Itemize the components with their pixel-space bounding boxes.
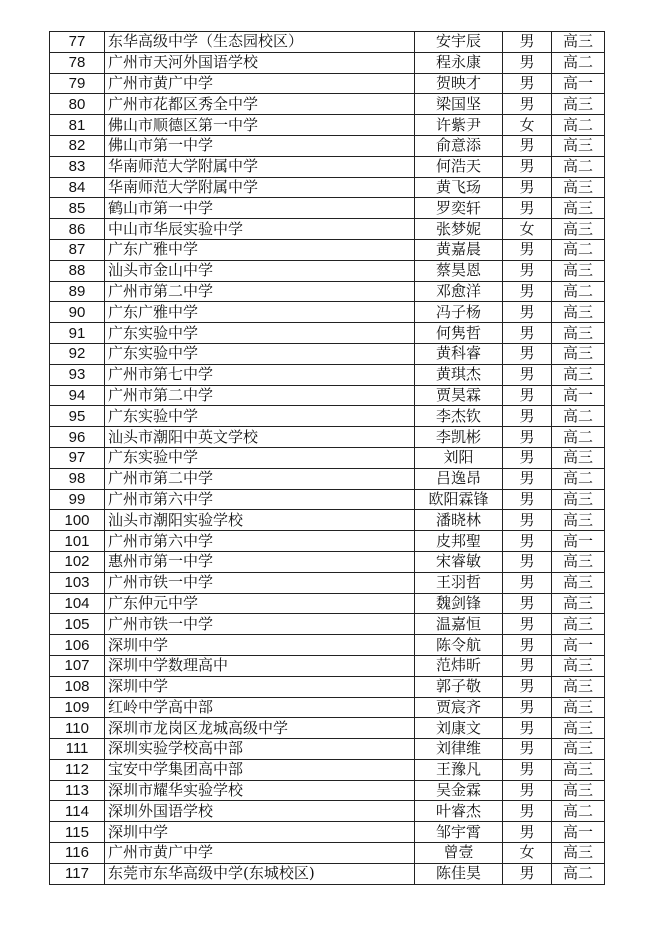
student-grade: 高三 xyxy=(552,655,605,676)
table-row xyxy=(50,115,605,136)
student-name: 郭子敬 xyxy=(415,676,503,697)
row-number: 86 xyxy=(50,219,105,240)
table-row xyxy=(50,551,605,572)
student-gender: 男 xyxy=(503,156,552,177)
school-name: 深圳中学 xyxy=(105,635,415,656)
student-gender: 女 xyxy=(503,219,552,240)
table-row xyxy=(50,593,605,614)
table-row xyxy=(50,343,605,364)
student-name: 黄飞玚 xyxy=(415,177,503,198)
table-row xyxy=(50,697,605,718)
row-number: 87 xyxy=(50,239,105,260)
student-grade: 高二 xyxy=(552,863,605,884)
table-row xyxy=(50,739,605,760)
student-gender: 男 xyxy=(503,364,552,385)
student-gender: 男 xyxy=(503,572,552,593)
student-name: 贾昊霖 xyxy=(415,385,503,406)
row-number: 80 xyxy=(50,94,105,115)
school-name: 汕头市潮阳实验学校 xyxy=(105,510,415,531)
student-name: 张梦妮 xyxy=(415,219,503,240)
student-gender: 男 xyxy=(503,531,552,552)
table-row xyxy=(50,427,605,448)
row-number: 98 xyxy=(50,468,105,489)
table-row xyxy=(50,52,605,73)
student-gender: 男 xyxy=(503,385,552,406)
student-grade: 高一 xyxy=(552,635,605,656)
student-grade: 高二 xyxy=(552,427,605,448)
row-number: 90 xyxy=(50,302,105,323)
school-name: 广东实验中学 xyxy=(105,323,415,344)
school-name: 广州市铁一中学 xyxy=(105,614,415,635)
student-gender: 男 xyxy=(503,739,552,760)
school-name: 华南师范大学附属中学 xyxy=(105,177,415,198)
school-name: 深圳中学数理高中 xyxy=(105,655,415,676)
row-number: 100 xyxy=(50,510,105,531)
student-name: 吕逸昂 xyxy=(415,468,503,489)
row-number: 88 xyxy=(50,260,105,281)
student-gender: 男 xyxy=(503,447,552,468)
school-name: 广州市第二中学 xyxy=(105,281,415,302)
student-name: 程永康 xyxy=(415,52,503,73)
school-name: 广州市天河外国语学校 xyxy=(105,52,415,73)
student-gender: 男 xyxy=(503,822,552,843)
row-number: 89 xyxy=(50,281,105,302)
student-grade: 高二 xyxy=(552,52,605,73)
student-name: 许紫尹 xyxy=(415,115,503,136)
student-name: 黄琪杰 xyxy=(415,364,503,385)
student-name: 温嘉恒 xyxy=(415,614,503,635)
student-gender: 男 xyxy=(503,655,552,676)
student-grade: 高三 xyxy=(552,198,605,219)
student-grade: 高三 xyxy=(552,489,605,510)
student-name: 陈令航 xyxy=(415,635,503,656)
student-grade: 高一 xyxy=(552,73,605,94)
student-name: 俞意添 xyxy=(415,135,503,156)
school-name: 佛山市第一中学 xyxy=(105,135,415,156)
student-gender: 男 xyxy=(503,52,552,73)
student-name: 刘康文 xyxy=(415,718,503,739)
school-name: 广东实验中学 xyxy=(105,343,415,364)
row-number: 109 xyxy=(50,697,105,718)
school-name: 华南师范大学附属中学 xyxy=(105,156,415,177)
student-grade: 高三 xyxy=(552,759,605,780)
row-number: 77 xyxy=(50,32,105,53)
student-gender: 男 xyxy=(503,73,552,94)
student-grade: 高一 xyxy=(552,531,605,552)
student-grade: 高三 xyxy=(552,593,605,614)
school-name: 宝安中学集团高中部 xyxy=(105,759,415,780)
table-row xyxy=(50,822,605,843)
table-row xyxy=(50,260,605,281)
student-grade: 高一 xyxy=(552,822,605,843)
student-name: 罗奕轩 xyxy=(415,198,503,219)
row-number: 115 xyxy=(50,822,105,843)
row-number: 111 xyxy=(50,739,105,760)
student-gender: 男 xyxy=(503,676,552,697)
table-row xyxy=(50,780,605,801)
student-grade: 高三 xyxy=(552,135,605,156)
student-grade: 高三 xyxy=(552,260,605,281)
table-row xyxy=(50,843,605,864)
student-grade: 高三 xyxy=(552,510,605,531)
school-name: 汕头市金山中学 xyxy=(105,260,415,281)
student-name: 蔡昊恩 xyxy=(415,260,503,281)
student-grade: 高三 xyxy=(552,780,605,801)
student-name: 李凯彬 xyxy=(415,427,503,448)
student-name: 陈佳昊 xyxy=(415,863,503,884)
student-gender: 女 xyxy=(503,843,552,864)
table-row xyxy=(50,406,605,427)
student-name: 吴金霖 xyxy=(415,780,503,801)
table-row xyxy=(50,468,605,489)
student-name: 黄科睿 xyxy=(415,343,503,364)
student-name: 邹宇霄 xyxy=(415,822,503,843)
student-gender: 男 xyxy=(503,32,552,53)
school-name: 广州市黄广中学 xyxy=(105,843,415,864)
row-number: 112 xyxy=(50,759,105,780)
row-number: 117 xyxy=(50,863,105,884)
student-gender: 男 xyxy=(503,697,552,718)
row-number: 78 xyxy=(50,52,105,73)
student-name: 安宇辰 xyxy=(415,32,503,53)
student-gender: 男 xyxy=(503,260,552,281)
student-grade: 高三 xyxy=(552,302,605,323)
student-gender: 男 xyxy=(503,135,552,156)
student-gender: 男 xyxy=(503,302,552,323)
student-name: 黄嘉晨 xyxy=(415,239,503,260)
row-number: 85 xyxy=(50,198,105,219)
student-gender: 男 xyxy=(503,718,552,739)
row-number: 97 xyxy=(50,447,105,468)
student-grade: 高三 xyxy=(552,843,605,864)
student-grade: 高二 xyxy=(552,281,605,302)
student-grade: 高三 xyxy=(552,739,605,760)
student-gender: 男 xyxy=(503,510,552,531)
student-grade: 高三 xyxy=(552,572,605,593)
school-name: 深圳市耀华实验学校 xyxy=(105,780,415,801)
student-grade: 高二 xyxy=(552,115,605,136)
table-row xyxy=(50,655,605,676)
student-gender: 女 xyxy=(503,115,552,136)
row-number: 93 xyxy=(50,364,105,385)
table-row xyxy=(50,177,605,198)
row-number: 94 xyxy=(50,385,105,406)
school-name: 东莞市东华高级中学(东城校区) xyxy=(105,863,415,884)
school-name: 广州市第二中学 xyxy=(105,468,415,489)
school-name: 广州市第七中学 xyxy=(105,364,415,385)
student-name: 欧阳霖锋 xyxy=(415,489,503,510)
student-name: 冯子杨 xyxy=(415,302,503,323)
student-gender: 男 xyxy=(503,427,552,448)
roster-body xyxy=(50,32,605,885)
table-row xyxy=(50,385,605,406)
row-number: 106 xyxy=(50,635,105,656)
school-name: 汕头市潮阳中英文学校 xyxy=(105,427,415,448)
student-grade: 高二 xyxy=(552,406,605,427)
student-name: 邓愈洋 xyxy=(415,281,503,302)
school-name: 深圳中学 xyxy=(105,822,415,843)
student-grade: 高三 xyxy=(552,32,605,53)
row-number: 116 xyxy=(50,843,105,864)
school-name: 广东仲元中学 xyxy=(105,593,415,614)
student-grade: 高三 xyxy=(552,697,605,718)
table-row xyxy=(50,759,605,780)
table-row xyxy=(50,239,605,260)
student-name: 曾壹 xyxy=(415,843,503,864)
student-name: 李杰钦 xyxy=(415,406,503,427)
table-row xyxy=(50,614,605,635)
row-number: 82 xyxy=(50,135,105,156)
row-number: 96 xyxy=(50,427,105,448)
school-name: 深圳外国语学校 xyxy=(105,801,415,822)
student-gender: 男 xyxy=(503,759,552,780)
student-gender: 男 xyxy=(503,343,552,364)
school-name: 广州市第六中学 xyxy=(105,489,415,510)
table-row xyxy=(50,718,605,739)
table-row xyxy=(50,219,605,240)
student-gender: 男 xyxy=(503,198,552,219)
student-roster-table xyxy=(49,31,605,885)
student-name: 王豫凡 xyxy=(415,759,503,780)
student-name: 宋睿敏 xyxy=(415,551,503,572)
student-name: 何隽哲 xyxy=(415,323,503,344)
row-number: 113 xyxy=(50,780,105,801)
table-row xyxy=(50,364,605,385)
school-name: 深圳中学 xyxy=(105,676,415,697)
table-row xyxy=(50,73,605,94)
table-row xyxy=(50,198,605,219)
student-gender: 男 xyxy=(503,551,552,572)
row-number: 91 xyxy=(50,323,105,344)
row-number: 84 xyxy=(50,177,105,198)
student-grade: 高三 xyxy=(552,364,605,385)
student-grade: 高二 xyxy=(552,156,605,177)
row-number: 114 xyxy=(50,801,105,822)
row-number: 83 xyxy=(50,156,105,177)
student-grade: 高一 xyxy=(552,385,605,406)
row-number: 92 xyxy=(50,343,105,364)
student-gender: 男 xyxy=(503,614,552,635)
student-gender: 男 xyxy=(503,468,552,489)
row-number: 81 xyxy=(50,115,105,136)
student-gender: 男 xyxy=(503,406,552,427)
student-name: 潘晓林 xyxy=(415,510,503,531)
student-gender: 男 xyxy=(503,489,552,510)
student-name: 刘律维 xyxy=(415,739,503,760)
student-gender: 男 xyxy=(503,863,552,884)
row-number: 95 xyxy=(50,406,105,427)
student-grade: 高三 xyxy=(552,219,605,240)
student-grade: 高三 xyxy=(552,323,605,344)
student-gender: 男 xyxy=(503,94,552,115)
school-name: 深圳市龙岗区龙城高级中学 xyxy=(105,718,415,739)
student-grade: 高三 xyxy=(552,676,605,697)
table-row xyxy=(50,323,605,344)
table-row xyxy=(50,281,605,302)
school-name: 广州市铁一中学 xyxy=(105,572,415,593)
school-name: 广州市黄广中学 xyxy=(105,73,415,94)
school-name: 广东实验中学 xyxy=(105,406,415,427)
row-number: 99 xyxy=(50,489,105,510)
student-name: 叶睿杰 xyxy=(415,801,503,822)
student-grade: 高三 xyxy=(552,551,605,572)
table-row xyxy=(50,489,605,510)
student-name: 贺映才 xyxy=(415,73,503,94)
student-grade: 高三 xyxy=(552,94,605,115)
school-name: 广东实验中学 xyxy=(105,447,415,468)
row-number: 105 xyxy=(50,614,105,635)
student-grade: 高三 xyxy=(552,614,605,635)
student-name: 范炜昕 xyxy=(415,655,503,676)
student-grade: 高二 xyxy=(552,801,605,822)
school-name: 广州市花都区秀全中学 xyxy=(105,94,415,115)
school-name: 中山市华辰实验中学 xyxy=(105,219,415,240)
student-grade: 高三 xyxy=(552,447,605,468)
student-gender: 男 xyxy=(503,323,552,344)
table-row xyxy=(50,135,605,156)
school-name: 广东广雅中学 xyxy=(105,239,415,260)
table-row xyxy=(50,572,605,593)
student-gender: 男 xyxy=(503,780,552,801)
table-row xyxy=(50,510,605,531)
student-grade: 高三 xyxy=(552,343,605,364)
row-number: 103 xyxy=(50,572,105,593)
school-name: 惠州市第一中学 xyxy=(105,551,415,572)
table-row xyxy=(50,635,605,656)
row-number: 110 xyxy=(50,718,105,739)
student-grade: 高三 xyxy=(552,177,605,198)
school-name: 广州市第二中学 xyxy=(105,385,415,406)
table-row xyxy=(50,447,605,468)
table-row xyxy=(50,531,605,552)
student-name: 梁国坚 xyxy=(415,94,503,115)
row-number: 101 xyxy=(50,531,105,552)
student-grade: 高三 xyxy=(552,718,605,739)
table-row xyxy=(50,801,605,822)
student-gender: 男 xyxy=(503,177,552,198)
student-gender: 男 xyxy=(503,281,552,302)
table-row xyxy=(50,676,605,697)
table-row xyxy=(50,156,605,177)
row-number: 108 xyxy=(50,676,105,697)
student-gender: 男 xyxy=(503,239,552,260)
student-name: 魏剑锋 xyxy=(415,593,503,614)
table-row xyxy=(50,94,605,115)
school-name: 广东广雅中学 xyxy=(105,302,415,323)
student-name: 王羽哲 xyxy=(415,572,503,593)
school-name: 佛山市顺德区第一中学 xyxy=(105,115,415,136)
student-gender: 男 xyxy=(503,801,552,822)
student-name: 皮邦聖 xyxy=(415,531,503,552)
school-name: 鹤山市第一中学 xyxy=(105,198,415,219)
table-row xyxy=(50,32,605,53)
student-gender: 男 xyxy=(503,635,552,656)
school-name: 深圳实验学校高中部 xyxy=(105,739,415,760)
row-number: 102 xyxy=(50,551,105,572)
school-name: 广州市第六中学 xyxy=(105,531,415,552)
table-row xyxy=(50,863,605,884)
school-name: 东华高级中学（生态园校区） xyxy=(105,32,415,53)
row-number: 79 xyxy=(50,73,105,94)
school-name: 红岭中学高中部 xyxy=(105,697,415,718)
student-name: 刘阳 xyxy=(415,447,503,468)
row-number: 107 xyxy=(50,655,105,676)
student-gender: 男 xyxy=(503,593,552,614)
student-grade: 高二 xyxy=(552,468,605,489)
table-row xyxy=(50,302,605,323)
student-name: 何浩天 xyxy=(415,156,503,177)
student-grade: 高二 xyxy=(552,239,605,260)
student-name: 贾宸齐 xyxy=(415,697,503,718)
row-number: 104 xyxy=(50,593,105,614)
